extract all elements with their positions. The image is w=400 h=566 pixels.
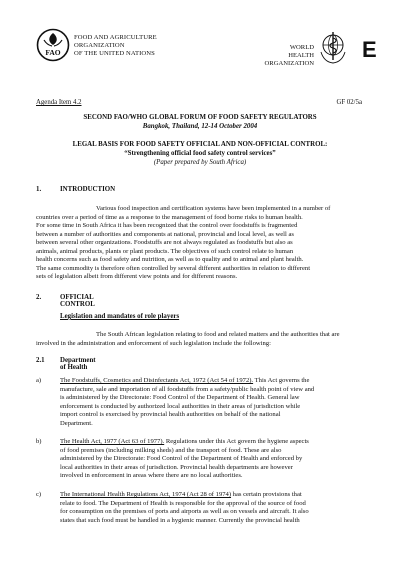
who-line-2: HEALTH	[288, 52, 314, 59]
svg-text:FAO: FAO	[45, 48, 61, 57]
section-number: 2.	[36, 294, 42, 301]
who-emblem-icon	[318, 30, 348, 66]
language-mark: E	[362, 37, 377, 62]
paragraph-line: Various food inspection and certification systems have been implemented in a number of	[96, 205, 331, 212]
introduction-paragraph	[36, 205, 364, 282]
paragraph-line: import control is exercised by provincial health authorities on behalf of the national	[60, 411, 281, 418]
act-title: The Health Act, 1977 (Act 63 of 1977).	[60, 438, 165, 445]
paragraph-line: local authorities in their areas of jurisdiction. Provincial health departments are however	[60, 463, 293, 471]
list-item-a	[60, 377, 364, 428]
act-title: The Foodstuffs, Cosmetics and Disinfectants Act, 1972 (Act 54 of 1972).	[60, 377, 254, 384]
fao-name	[74, 34, 157, 58]
who-line-1: WORLD	[289, 44, 314, 51]
paragraph-line	[60, 377, 364, 386]
paragraph-line: The South African legislation relating to food and related matters and the authorities that are	[96, 331, 340, 338]
line-text: This Act governs the	[253, 377, 310, 384]
paragraph-line: is administered by the Directorate: Food Control of the Department of Health. General law	[60, 394, 300, 401]
fao-line-2: ORGANIZATION	[74, 42, 125, 49]
list-label-b: b)	[36, 438, 42, 445]
paragraph-line: between several other organizations. Foodstuffs are not always regulated as foodstuffs but also as	[36, 239, 293, 246]
paragraph-line: manufacture, sale and importation of all foodstuffs from a safety/public health point of view and	[60, 385, 315, 393]
paragraph-line: Department.	[60, 419, 93, 427]
paragraph-line: health concerns such as food safety and nutrition, as well as to quality and to animal and plant health.	[36, 256, 304, 263]
fao-logo-icon	[36, 28, 70, 62]
paragraph-line: relate to food. The Department of Health is responsible for the approval of the source of food	[60, 499, 306, 507]
list-label-a: a)	[36, 377, 42, 384]
paragraph-line: states that such food must be handled in a hygienic manner. Currently the provincial health	[60, 516, 300, 524]
fao-line-3: OF THE UNITED NATIONS	[74, 50, 155, 57]
fao-line-1: FOOD AND AGRICULTURE	[74, 34, 157, 41]
paragraph-line: enforcement is conducted by authorized local authorities in their areas of jurisdiction while	[60, 402, 301, 410]
section-number: 1.	[36, 186, 42, 193]
list-item-b	[60, 438, 364, 481]
paper-subtitle: “Strengthening official food safety control services”	[124, 150, 276, 157]
paragraph-line: administered by the Directorate: Food Control of the Department of Health and enforced by	[60, 455, 303, 462]
line-text: has certain provisions that	[231, 491, 302, 498]
agenda-item: Agenda Item 4.2	[36, 99, 82, 106]
who-name	[262, 44, 314, 68]
paragraph-line: between a number of authorities and components at national, provincial and local level, as well as	[36, 230, 294, 238]
list-label-c: c)	[36, 491, 42, 498]
paper-author-note: (Paper prepared by South Africa)	[153, 159, 247, 166]
paragraph-line: involved in enforcement in areas where there are no local authorities.	[60, 472, 243, 479]
paragraph-line: animals, animal products, plants or plant products. The objectives of such control relate to human	[36, 247, 294, 255]
legislation-paragraph	[36, 331, 364, 348]
list-item-c	[60, 491, 364, 525]
paragraph-line: involved in the administration and enforcement of such legislation include the following:	[36, 339, 271, 347]
subsection-heading: Legislation and mandates of role players	[60, 313, 180, 320]
forum-title: SECOND FAO/WHO GLOBAL FORUM OF FOOD SAFETY REGULATORS	[83, 114, 317, 121]
paragraph-line: For some time in South Africa it has been recognized that the control over foodstuffs is fragmented	[36, 222, 298, 229]
section-title: Department of Health	[60, 357, 96, 371]
section-title: INTRODUCTION	[60, 186, 116, 193]
paragraph-line: The same commodity is therefore often controlled by several different authorities in relation to different	[36, 264, 311, 272]
paragraph-line	[60, 491, 364, 500]
paragraph-line: sets of legislation albeit from different view points and for different reasons.	[36, 273, 238, 280]
paragraph-line: for consumption on the premises of ports and airports as well as on vessels and aircraft. It also	[60, 508, 309, 515]
line-text: Regulations under this Act govern the hygiene aspects	[164, 438, 309, 445]
paragraph-line: countries over a period of time as a response to the management of food borne risks to human health.	[36, 213, 303, 221]
paragraph-line: of food premises (including milking sheds) and the transport of food. These are also	[60, 446, 282, 454]
document-reference: GF 02/5a	[336, 99, 362, 106]
who-line-3: ORGANIZATION	[264, 60, 314, 67]
section-number: 2.1	[36, 357, 45, 364]
forum-place-date: Bangkok, Thailand, 12-14 October 2004	[142, 123, 258, 130]
section-title: OFFICIAL CONTROL	[60, 294, 95, 308]
paragraph-line	[60, 438, 364, 447]
act-title: The International Health Regulations Act, 1974 (Act 28 of 1974)	[60, 491, 232, 498]
paper-title: LEGAL BASIS FOR FOOD SAFETY OFFICIAL AND NON-OFFICIAL CONTROL:	[72, 141, 328, 148]
